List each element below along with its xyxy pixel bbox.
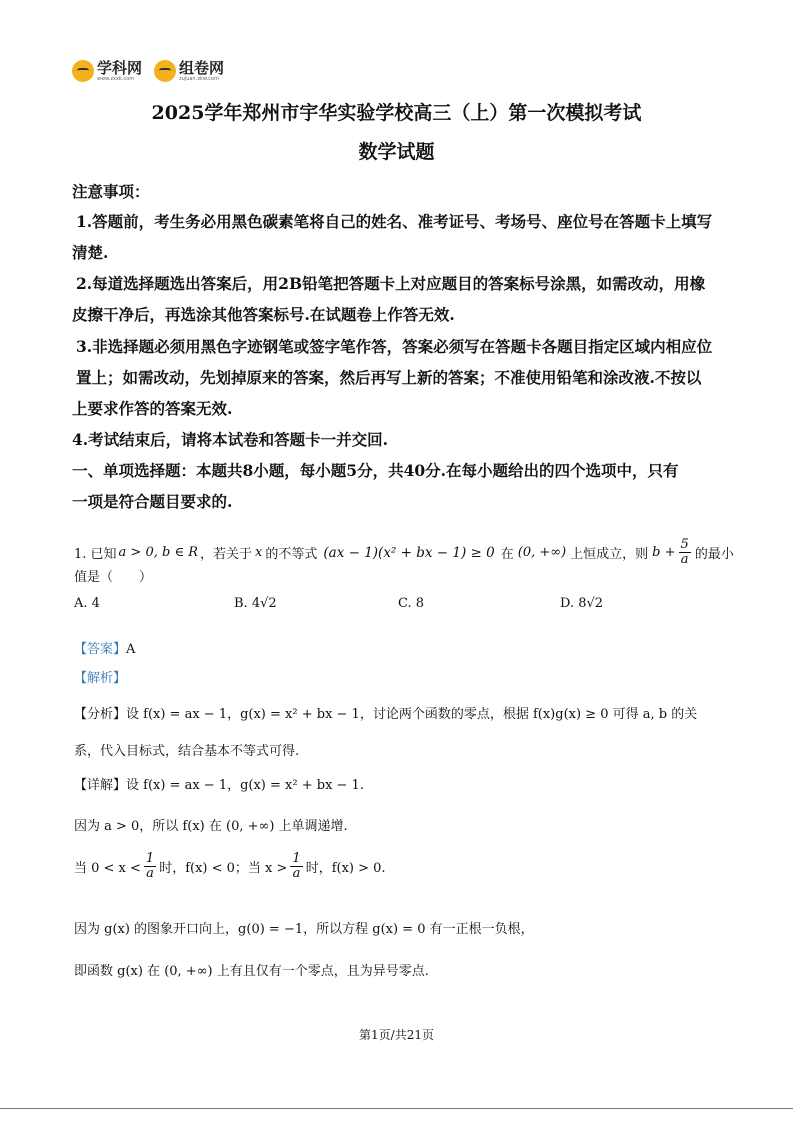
logo2-text: 组卷网	[179, 58, 225, 77]
fraction-2-den: a	[292, 866, 301, 881]
q1-fraction-den: a	[680, 552, 689, 567]
q1-fraction-num: 5	[680, 537, 689, 552]
note-3-line-3: 上要求作答的答案无效.	[72, 399, 233, 418]
line-b-mid: 时，f(x) < 0；当 x >	[159, 861, 288, 876]
q1-fraction	[679, 538, 691, 567]
analysis-tag: 【解析】	[74, 671, 127, 686]
q1-math-5-pre: b +	[652, 545, 676, 560]
page-title: 2025学年郑州市宇华实验学校高三（上）第一次模拟考试	[151, 102, 642, 124]
q1-math-1: a > 0, b ∈ R	[118, 545, 198, 560]
solution-line-d: 即函数 g(x) 在 (0, +∞) 上有且仅有一个零点，且为异号零点.	[74, 964, 429, 979]
line-b-fraction-1	[144, 852, 156, 881]
note-4: 4.考试结束后，请将本试卷和答题卡一并交回.	[72, 430, 389, 449]
note-3-line-1: 3.非选择题必须用黑色字迹钢笔或签字笔作答，答案必须写在答题卡各题目指定区域内相应位	[76, 337, 713, 356]
note-2-line-2: 皮擦干净后，再选涂其他答案标号.在试题卷上作答无效.	[72, 305, 455, 324]
note-3-line-2: 置上；如需改动，先划掉原来的答案，然后再写上新的答案；不准使用铅笔和涂改液.不按以	[76, 368, 702, 387]
q1-text-5: 上恒成立，则	[570, 547, 649, 562]
section-line-1: 一、单项选择题：本题共8小题，每小题5分，共40分.在每小题给出的四个选项中，只有	[72, 461, 679, 480]
q1-text-2: ，若关于	[200, 547, 253, 562]
zujuan-logo	[154, 60, 224, 82]
owl-cap-icon	[154, 60, 176, 82]
fenxi-line-1: 【分析】设 f(x) = ax − 1，g(x) = x² + bx − 1，讨论两个函数的零点，根据 f(x)g(x) ≥ 0 可得 a, b 的关	[74, 707, 698, 722]
logo2-sub: zujuan.xkw.com	[179, 75, 219, 82]
q1-text-4: 在	[500, 547, 514, 562]
logo1-sub: www.zxxk.com	[97, 75, 135, 82]
owl-icon	[72, 60, 94, 82]
note-1-line-2: 清楚.	[72, 243, 109, 262]
answer-value: A	[126, 642, 136, 657]
fraction-1-num: 1	[145, 851, 155, 866]
line-b-post: 时，f(x) > 0.	[305, 861, 386, 876]
answer-tag: 【答案】	[74, 642, 127, 657]
q1-text-3: 的不等式	[265, 547, 318, 562]
page-number: 第1页/共21页	[359, 1028, 434, 1042]
line-b-pre: 当 0 < x <	[74, 861, 141, 876]
fraction-2-num: 1	[292, 851, 301, 866]
q1-math-2: x	[255, 545, 263, 560]
q1-math-5	[652, 538, 691, 567]
solution-line-b	[74, 852, 386, 881]
q1-text-6: 的最小	[694, 547, 734, 562]
q1-math-3: (ax − 1)(x² + bx − 1) ≥ 0	[323, 544, 495, 561]
xiangjie-line: 【详解】设 f(x) = ax − 1，g(x) = x² + bx − 1.	[74, 778, 364, 793]
section-line-2: 一项是符合题目要求的.	[72, 492, 233, 511]
fraction-1-den: a	[146, 866, 154, 881]
bottom-divider	[0, 1108, 793, 1109]
answer-line	[74, 638, 135, 657]
page-subtitle: 数学试题	[358, 141, 435, 163]
question-1-line-1	[74, 538, 734, 567]
notes-heading: 注意事项：	[72, 182, 150, 201]
question-1-line-2: 值是（ ）	[74, 570, 153, 585]
option-a: A. 4	[74, 596, 100, 611]
option-c: C. 8	[398, 596, 425, 611]
q1-math-4: (0, +∞)	[517, 545, 567, 560]
solution-line-c: 因为 g(x) 的图象开口向上，g(0) = −1，所以方程 g(x) = 0 有一正根一负根，	[74, 922, 534, 937]
logo1-text: 学科网	[97, 58, 143, 77]
fenxi-line-2: 系，代入目标式，结合基本不等式可得.	[74, 744, 300, 759]
line-b-fraction-2	[290, 852, 302, 881]
option-d: D. 8√2	[560, 596, 604, 611]
option-b: B. 4√2	[234, 596, 277, 611]
note-1-line-1: 1.答题前，考生务必用黑色碳素笔将自己的姓名、准考证号、考场号、座位号在答题卡上填写	[76, 212, 713, 231]
solution-line-a: 因为 a > 0，所以 f(x) 在 (0, +∞) 上单调递增.	[74, 819, 348, 834]
note-2-line-1: 2.每道选择题选出答案后，用2B铅笔把答题卡上对应题目的答案标号涂黑，如需改动，用橡	[76, 274, 706, 293]
header-logos	[72, 58, 236, 84]
q1-text-1: 1. 已知	[74, 547, 117, 562]
zxxk-logo	[72, 60, 142, 82]
